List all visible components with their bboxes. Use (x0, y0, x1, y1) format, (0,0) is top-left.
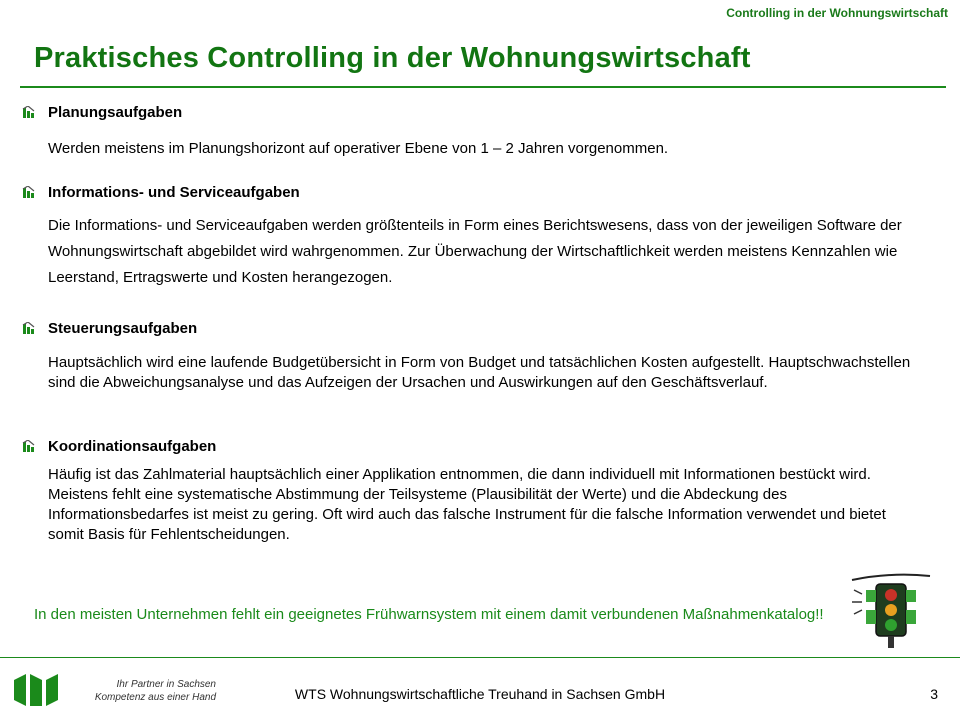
page-number: 3 (930, 686, 938, 702)
early-warning-note: In den meisten Unternehmen fehlt ein geeignetes Frühwarnsystem mit einem damit verbundenen Maßnahmenkatalog!! (34, 606, 824, 623)
tagline-line-1: Ihr Partner in Sachsen (116, 679, 216, 690)
diamond-bullet-icon (22, 440, 38, 454)
diamond-bullet-icon (22, 106, 38, 120)
section-text: Werden meistens im Planungshorizont auf operativer Ebene von 1 – 2 Jahren vorgenommen. (48, 140, 669, 157)
section-control (22, 320, 922, 393)
section-coordination (22, 438, 922, 545)
section-heading: Koordinationsaufgaben (48, 438, 217, 455)
header-top-right: Controlling in der Wohnungswirtschaft (726, 6, 948, 20)
tagline-line-2: Kompetenz aus einer Hand (94, 692, 216, 703)
section-text: Häufig ist das Zahlmaterial hauptsächlich einer Applikation entnommen, die dann individuell mit Informationen bestückt wird. Meistens fehlt eine systematische Abstimmung der Teilsysteme (Plausibilität der Werte) und die Abdeckung des Informationsbedarfes ist meist zu gering. Oft wird auch das falsche Instrument für die falsche Information verwendet und bietet somit Basis für Fehlentscheidungen. (48, 466, 886, 543)
title-divider (20, 86, 946, 88)
section-heading: Planungsaufgaben (48, 104, 183, 121)
section-text: Hauptsächlich wird eine laufende Budgetübersicht in Form von Budget und tatsächlichen Kosten aufgestellt. Hauptschwachstellen sind die Abweichungsanalyse und das Aufzeigen der Ursachen und Auswirkungen auf den Geschäftsverlauf. (48, 354, 911, 391)
section-heading: Informations- und Serviceaufgaben (48, 184, 300, 201)
section-planning (22, 104, 922, 159)
page-title: Praktisches Controlling in der Wohnungswirtschaft (34, 42, 751, 74)
diamond-bullet-icon (22, 186, 38, 200)
section-information-service (22, 184, 922, 291)
traffic-light-icon (846, 570, 936, 652)
footer-company: WTS Wohnungswirtschaftliche Treuhand in Sachsen GmbH (294, 686, 666, 702)
footer-divider (0, 657, 960, 658)
section-text: Die Informations- und Serviceaufgaben werden größtenteils in Form eines Berichtswesens, dass von der jeweiligen Software der Wohnungswirtschaft abgebildet wird wahrgenommen. Zur Überwachung der Wirtschaftlichkeit werden meistens Kennzahlen wie Leerstand, Ertragswerte und Kosten herangezogen. (48, 217, 902, 286)
section-heading: Steuerungsaufgaben (48, 320, 198, 337)
diamond-bullet-icon (22, 322, 38, 336)
